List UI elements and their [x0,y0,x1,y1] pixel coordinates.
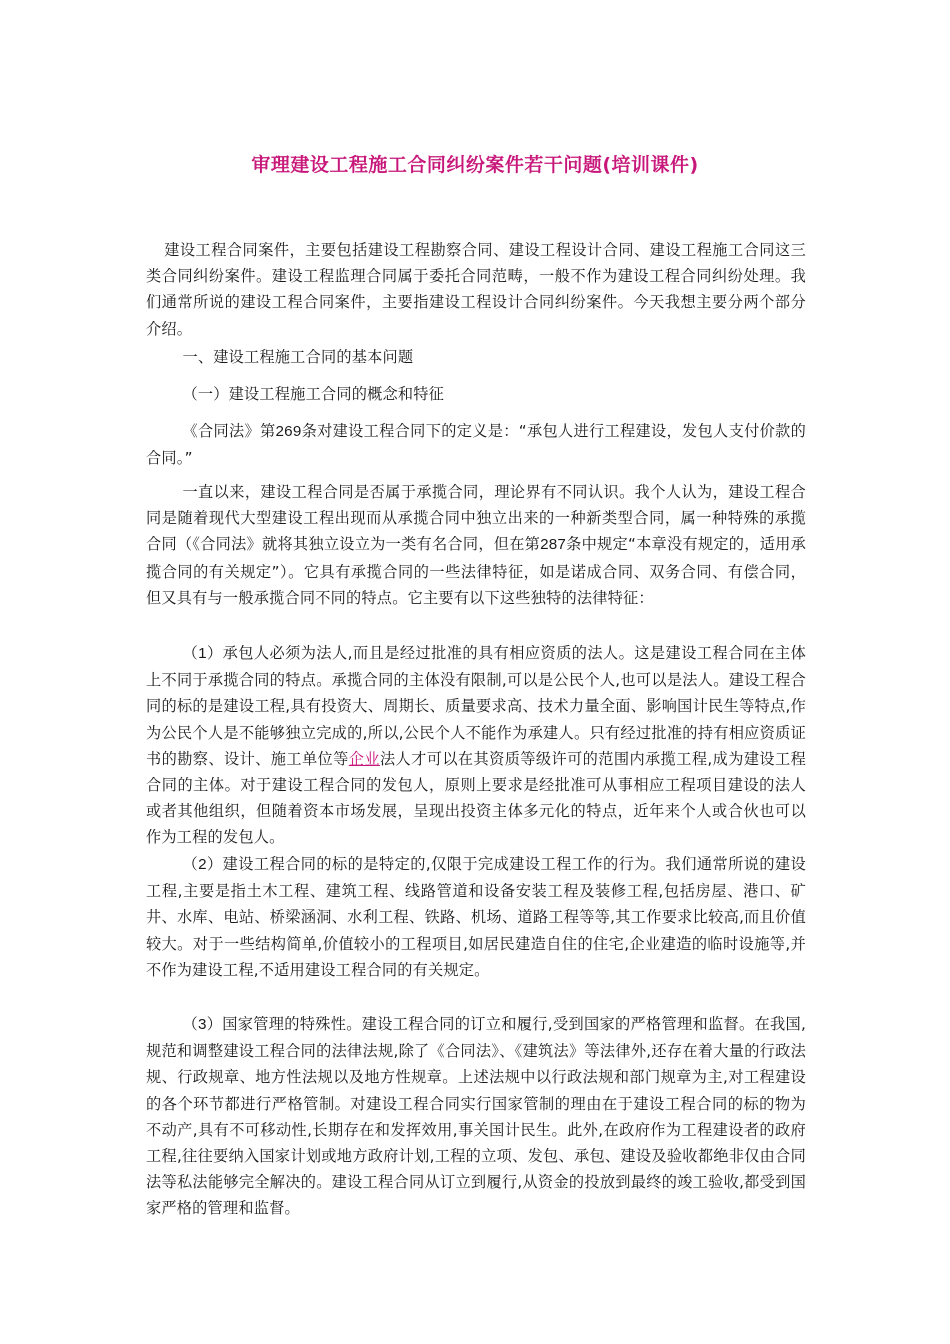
article-number-269: 269 [275,423,302,440]
intro-paragraph-block [146,237,806,342]
feature-1-paragraph [146,640,806,851]
feature-2-number: （2） [182,856,223,873]
definition-paragraph-block [146,418,806,471]
article-number-287: 287 [540,536,567,554]
subsection-heading-block [146,381,806,407]
feature-1-number: （1） [182,645,223,662]
document-title: 审理建设工程施工合同纠纷案件若干问题(培训课件) [251,154,699,176]
view-paragraph [146,479,806,611]
definition-text-end: 条对建设工程合同下的定义是：“承包人进行工程建设，发包人支付价款的合同。” [146,422,806,468]
feature-3-paragraph [146,1011,806,1222]
feature-2-paragraph [146,851,806,983]
feature-1-block [146,640,806,851]
subsection-heading: （一）建设工程施工合同的概念和特征 [182,385,445,403]
definition-paragraph [146,418,806,471]
view-text-end: 条中规定“本章没有规定的，适用承揽合同的有关规定”）。它具有承揽合同的一些法律特征，如是诺成合同、双务合同、有偿合同，但又具有与一般承揽合同不同的特点。它主要有以下这些独特的法律特征： [146,535,806,607]
feature-1-text-end: 法人才可以在其资质等级许可的范围内承揽工程,成为建设工程合同的主体。对于建设工程合同的发包人，原则上要求是经批准可从事相应工程项目建设的法人或者其他组织，但随着资本市场发展，呈现出投资主体多元化的特点，近年来个人或合伙也可以作为工程的发包人。 [146,749,807,847]
view-paragraph-block [146,479,806,611]
view-text-start: 一直以来，建设工程合同是否属于承揽合同，理论界有不同认识。我个人认为，建设工程合同是随着现代大型建设工程出现而从承揽合同中独立出来的一种新类型合同，属一种特殊的承揽合同（《合同法》就将其独立设立为一类有名合同，但在第 [146,483,806,554]
enterprise-link[interactable]: 企业 [348,749,380,768]
feature-1-text-start: 承包人必须为法人,而且是经过批准的具有相应资质的法人。这是建设工程合同在主体上不同于承揽合同的特点。承揽合同的主体没有限制,可以是公民个人,也可以是法人。建设工程合同的标的是建设工程,具有投资大、周期长、质量要求高、技术力量全面、影响国计民生等特点,作为公民个人是不能够独立完成的,所以,公民个人不能作为承建人。只有经过批准的持有相应资质证书的勘察、设计、施工单位等 [146,644,806,768]
section-heading-block [146,344,806,370]
feature-2-text: 建设工程合同的标的是特定的,仅限于完成建设工程工作的行为。我们通常所说的建设工程,主要是指土木工程、建筑工程、线路管道和设备安装工程及装修工程,包括房屋、港口、矿井、水库、电站、桥梁涵洞、水利工程、铁路、机场、道路工程等等,其工作要求比较高,而且价值较大。对于一些结构简单,价值较小的工程项目,如居民建造自住的住宅,企业建造的临时设施等,并不作为建设工程,不适用建设工程合同的有关规定。 [146,855,806,979]
feature-2-block [146,851,806,983]
feature-3-number: （3） [182,1016,223,1033]
feature-3-block [146,1011,806,1222]
definition-text-start: 《合同法》第 [182,422,276,440]
intro-paragraph: 建设工程合同案件，主要包括建设工程勘察合同、建设工程设计合同、建设工程施工合同这三类合同纠纷案件。建设工程监理合同属于委托合同范畴，一般不作为建设工程合同纠纷处理。我们通常所说的建设工程合同案件，主要指建设工程设计合同纠纷案件。今天我想主要分两个部分介绍。 [146,241,806,338]
section-heading: 一、建设工程施工合同的基本问题 [182,348,414,366]
feature-3-text: 国家管理的特殊性。建设工程合同的订立和履行,受到国家的严格管理和监督。在我国,规范和调整建设工程合同的法律法规,除了《合同法》、《建筑法》等法律外,还存在着大量的行政法规、行政规章、地方性法规以及地方性规章。上述法规中以行政法规和部门规章为主,对工程建设的各个环节都进行严格管制。对建设工程合同实行国家管制的理由在于建设工程合同的标的物为不动产,具有不可移动性,长期存在和发挥效用,事关国计民生。此外,在政府作为工程建设者的政府工程,往往要纳入国家计划或地方政府计划,工程的立项、发包、承包、建设及验收都绝非仅由合同法等私法能够完全解决的。建设工程合同从订立到履行,从资金的投放到最终的竣工验收,都受到国家严格的管理和监督。 [146,1015,807,1218]
